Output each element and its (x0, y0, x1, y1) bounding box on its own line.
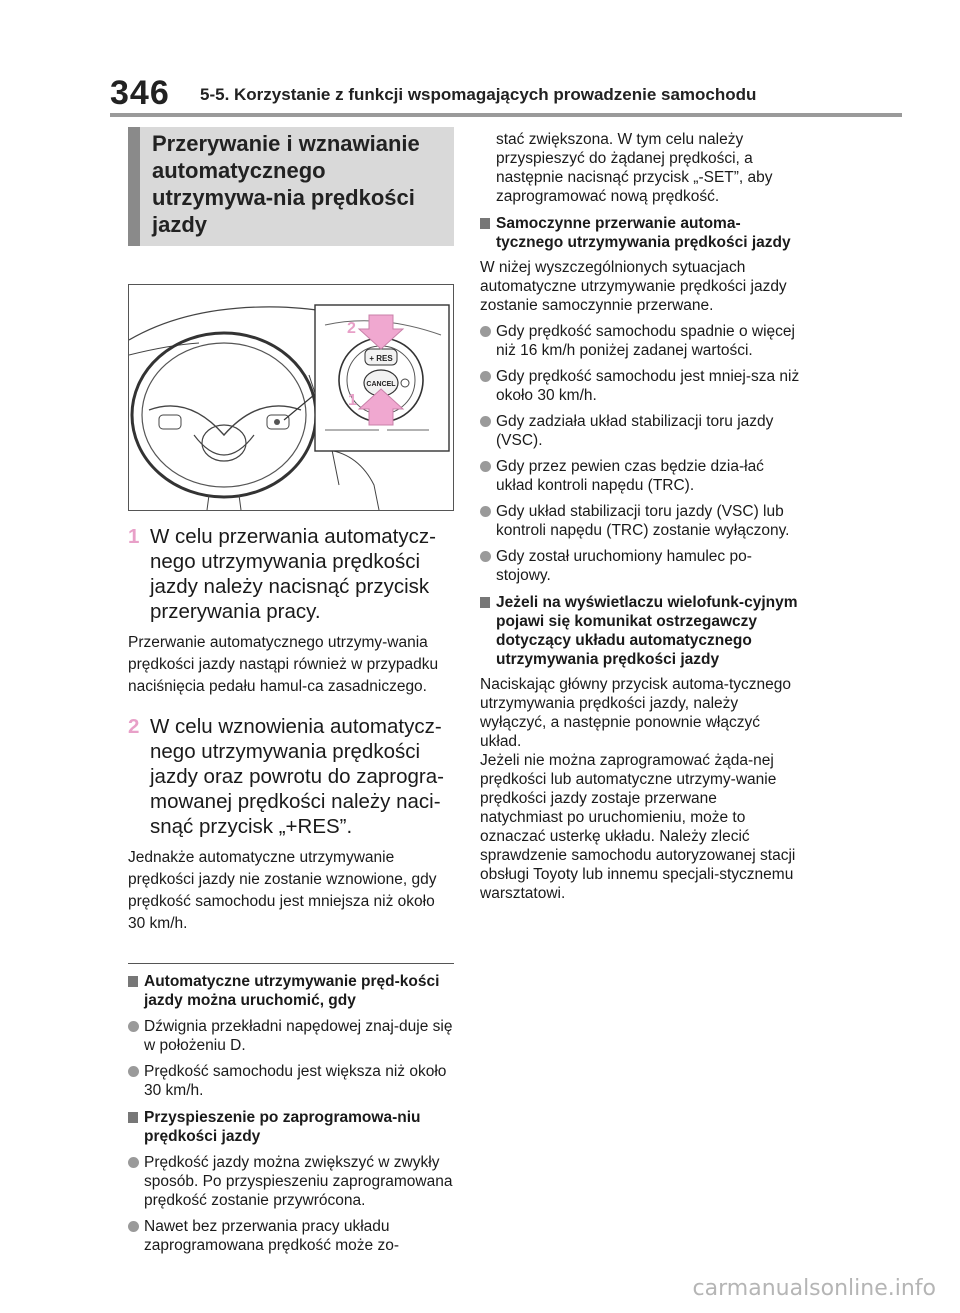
bullet-text: Prędkość samochodu jest większa niż około 30 km/h. (144, 1063, 447, 1099)
square-bullet-icon (128, 976, 138, 987)
round-bullet-icon (480, 551, 491, 562)
square-bullet-icon (480, 218, 490, 229)
step-2 (128, 714, 454, 839)
round-bullet-icon (480, 506, 491, 517)
round-bullet-icon (128, 1066, 139, 1077)
subheading-acceleration (128, 1108, 454, 1146)
page-header (0, 0, 960, 118)
bullet-item (480, 502, 800, 540)
footer-watermark: carmanualsonline.info (692, 1276, 936, 1301)
left-column (128, 127, 454, 1255)
continuation-text: stać zwiększona. W tym celu należy przyspieszyć do żądanej prędkości, a następnie nacisnąć przycisk „-SET”, aby zaprogramować nową prędkość. (496, 131, 773, 205)
bullet-item (128, 1062, 454, 1100)
warning-paragraph-2: Jeżeli nie można zaprogramować żąda-nej prędkości lub automatyczne utrzymy-wanie prędkości jazdy zostaje przerwane natychmiast po uruchomieniu, może to oznaczać usterkę układu. Należy zlecić sprawdzenie samochodu autoryzowanej stacji obsługi Toyoty lub innemu specjali-stycznemu warsztatowi. (480, 752, 796, 902)
page-number: 346 (110, 74, 170, 112)
bullet-item (480, 547, 800, 585)
bullet-item (480, 412, 800, 450)
res-button-label: + RES (369, 354, 393, 363)
callout-2: 2 (347, 320, 356, 337)
warning-paragraph-1: Naciskając główny przycisk automa-tycznego utrzymywania prędkości jazdy, należy wyłączyć, a następnie ponownie włączyć układ. (480, 676, 791, 750)
step-1 (128, 524, 454, 624)
round-bullet-icon (128, 1157, 139, 1168)
step-2-number: 2 (128, 715, 140, 738)
subheading-activation (128, 972, 454, 1010)
step-1-description: Przerwanie automatycznego utrzymy-wania prędkości jazdy nastąpi również w przypadku naciśnięcia pedału hamul-ca zasadniczego. (128, 634, 439, 695)
step-1-number: 1 (128, 525, 140, 548)
subheading-auto-cancel-text: Samoczynne przerwanie automa-tycznego utrzymywania prędkości jazdy (496, 215, 791, 251)
steering-wheel-svg (129, 285, 453, 510)
section-title: Przerywanie i wznawianie automatycznego utrzymywa-nia prędkości jazdy (128, 127, 454, 246)
bullet-item (480, 322, 800, 360)
auto-cancel-intro: W niżej wyszczególnionych sytuacjach automatyczne utrzymywanie prędkości jazdy zostanie samoczynnie przerwane. (480, 259, 787, 314)
subheading-activation-text: Automatyczne utrzymywanie pręd-kości jazdy można uruchomić, gdy (144, 973, 440, 1009)
bullet-text: Gdy zadziała układ stabilizacji toru jazdy (VSC). (496, 413, 774, 449)
square-bullet-icon (128, 1112, 138, 1123)
square-bullet-icon (480, 597, 490, 608)
round-bullet-icon (480, 326, 491, 337)
bullet-text: Gdy został uruchomiony hamulec po-stojowy. (496, 548, 752, 584)
bullet-text: Gdy prędkość samochodu jest mniej-sza niż około 30 km/h. (496, 368, 800, 404)
round-bullet-icon (128, 1221, 139, 1232)
round-bullet-icon (480, 461, 491, 472)
subheading-warning-message-text: Jeżeli na wyświetlaczu wielofunk-cyjnym pojawi się komunikat ostrzegawczy dotyczący układu automatycznego utrzymywania prędkości jazdy (496, 594, 798, 668)
bullet-item (480, 367, 800, 405)
bullet-text: Prędkość jazdy można zwiększyć w zwykły sposób. Po przyspieszeniu zaprogramowana prędkość zostanie przywrócona. (144, 1154, 453, 1209)
bullet-text: Nawet bez przerwania pracy układu zaprogramowana prędkość może zo- (144, 1218, 400, 1254)
bullet-item (128, 1217, 454, 1255)
bullet-item (128, 1017, 454, 1055)
callout-1: 1 (348, 392, 357, 409)
right-column (480, 127, 800, 903)
bullet-text: Gdy prędkość samochodu spadnie o więcej niż 16 km/h poniżej zadanej wartości. (496, 323, 795, 359)
steering-wheel-illustration (128, 284, 454, 511)
bullet-item (480, 457, 800, 495)
bullet-text: Gdy przez pewien czas będzie dzia-łać układ kontroli napędu (TRC). (496, 458, 764, 494)
bullet-text: Gdy układ stabilizacji toru jazdy (VSC) lub kontroli napędu (TRC) zostanie wyłączony. (496, 503, 790, 539)
subheading-auto-cancel (480, 214, 800, 252)
round-bullet-icon (480, 371, 491, 382)
cancel-button-label: CANCEL (366, 381, 396, 388)
step-2-text: W celu wznowienia automatycz-nego utrzymywania prędkości jazdy oraz powrotu do zaprogra-mowanej prędkości należy naci-snąć przycisk „+RES”. (150, 715, 444, 838)
bullet-text: Dźwignia przekładni napędowej znaj-duje się w położeniu D. (144, 1018, 453, 1054)
round-bullet-icon (128, 1021, 139, 1032)
bullet-item (128, 1153, 454, 1210)
subheading-warning-message (480, 593, 800, 669)
step-2-description: Jednakże automatyczne utrzymywanie prędkości jazdy nie zostanie wznowione, gdy prędkość samochodu jest mniejsza niż około 30 km/h. (128, 849, 437, 932)
header-rule (110, 113, 902, 117)
chapter-title: 5-5. Korzystanie z funkcji wspomagających prowadzenie samochodu (200, 85, 757, 104)
step-1-text: W celu przerwania automatycz-nego utrzymywania prędkości jazdy należy nacisnąć przycisk przerywania pracy. (150, 525, 436, 623)
section-divider (128, 963, 454, 964)
round-bullet-icon (480, 416, 491, 427)
subheading-acceleration-text: Przyspieszenie po zaprogramowa-niu prędkości jazdy (144, 1109, 421, 1145)
